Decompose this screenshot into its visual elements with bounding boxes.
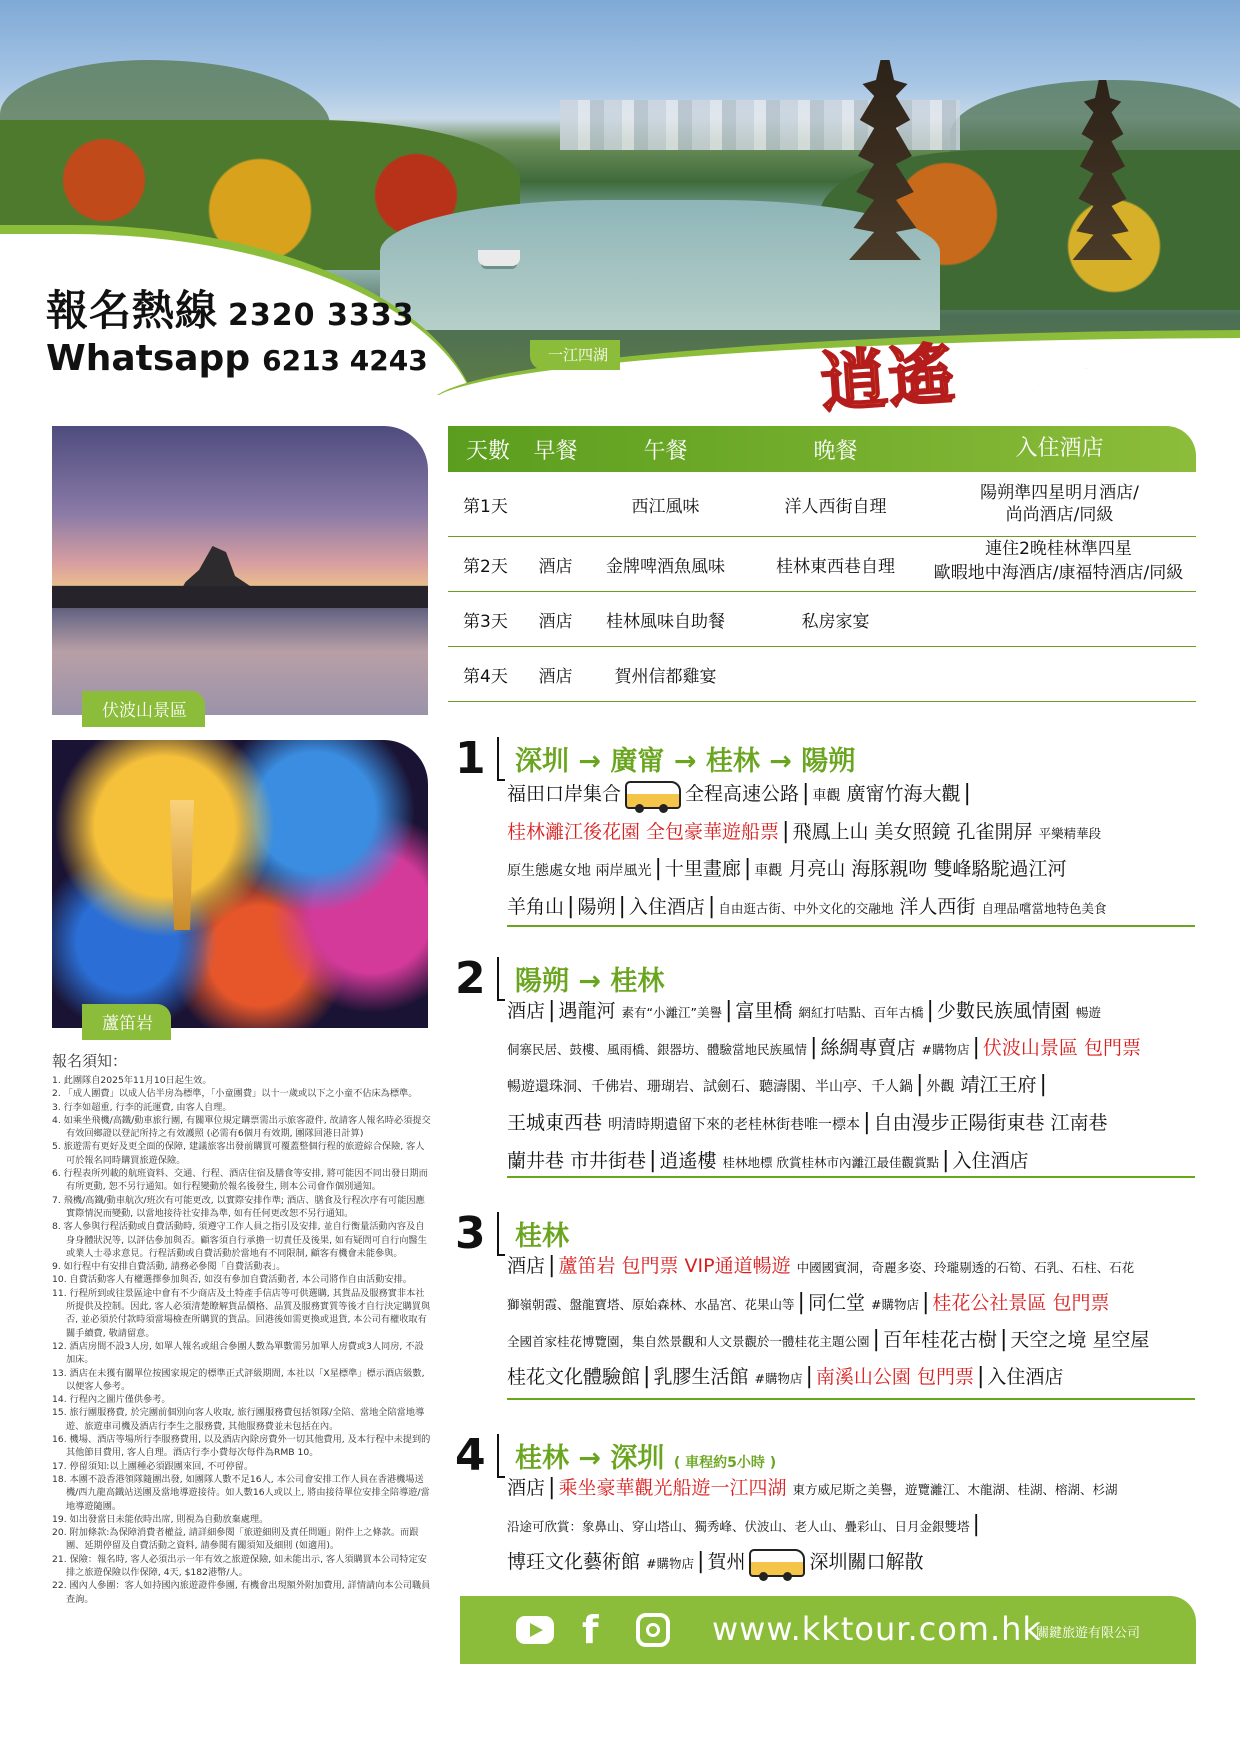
notes-list xyxy=(52,1074,432,1606)
day-1-itinerary: 福田口岸集合 全程高速公路 | 車觀 廣甯竹海大觀 | 桂林灕江後花園 全包豪華遊船票 | 飛鳳上山 美女照鏡 孔雀開屏 平樂精華段 原生態處女地 兩岸風光 | 十里畫廊 | 車觀 月亮山 海豚親吻 雙峰駱駝過江河 羊角山 | 陽朔 | 入住酒店 | 自由逛古街、中外文化的交融地 洋人西街 自理品嚐當地特色美食 xyxy=(507,781,1107,919)
day-3-itinerary: 酒店 | 蘆笛岩 包門票 VIP通道暢遊 中國國賓洞，奇麗多姿、玲瓏剔透的石筍、石乳、石柱、石花 獅嶺朝霞、盤龍寶塔、原始森林、水晶宮、花果山等 | 同仁堂 #購物店 | 桂花公社景區 包門票 全國首家桂花博覽園，集自然景觀和人文景觀於一體桂花主題公園 | 百年桂花古樹 | 天空之境 星空屋 桂花文化體驗館 | 乳膠生活館 #購物店 | 南溪山公園 包門票 | 入住酒店 xyxy=(507,1253,1150,1389)
day-1-heading: 1 深圳 → 廣甯 → 桂林 → 陽朔 xyxy=(455,733,856,784)
divider xyxy=(507,1398,1195,1400)
table-header: 天數 早餐 午餐 晚餐 入住酒店 xyxy=(448,426,1196,472)
hotline-phone[interactable]: 2320 3333 xyxy=(228,298,415,333)
boat xyxy=(478,250,520,266)
note-item: 4. 如乘坐飛機/高鐵/動車旅行團, 有關單位規定購票需出示旅客證件, 故請客人報名時必須提交有效回鄉證以登記所持之有效護照 (必需有6個月有效期, 團隊回港日計算) xyxy=(52,1114,431,1140)
note-item: 6. 行程表所列載的航班資料、交通、行程、酒店住宿及膳食等安排, 將可能因不同出發日期而有所更動, 恕不另行通知。如行程變動於報名後發生, 則本公司會作個別通知。 xyxy=(52,1168,428,1193)
day-3-heading: 3 桂林 xyxy=(455,1208,569,1259)
note-item: 18. 本團不設香港領隊隨團出發, 如團隊人數不足16人, 本公司會安排工作人員在香港機場送機/西九龍高鐵站送團及當地導遊接待。如人數16人或以上, 將由接待單位安排全陪導遊/當地導遊隨團。 xyxy=(52,1473,430,1512)
note-item: 21. 保險：報名時, 客人必須出示一年有效之旅遊保險, 如未能出示, 客人須購買本公司特定安排之旅遊保險以作保障, 4天, $182港幣/人。 xyxy=(52,1553,427,1578)
hotline xyxy=(46,278,414,338)
day-4-heading: 4 桂林 → 深圳 ( 車程約5小時 ) xyxy=(455,1430,777,1481)
whatsapp-number[interactable]: 6213 4243 xyxy=(262,344,428,377)
divider xyxy=(507,925,1195,927)
note-item: 1. 此團隊自2025年11月10日起生效。 xyxy=(52,1075,212,1086)
note-item: 8. 客人參與行程活動或自費活動時, 須遵守工作人員之指引及安排, 並自行衡量活動內容及自身身體狀況等, 以評估參加與否。顧客須自行承擔一切責任及後果, 如有疑問可自行向醫生或業人士尋求意見。行程活動或自費活動於當地有不同限制, 顧客有機會未能參與。 xyxy=(52,1221,427,1259)
table-row: 第1天 西江風味 洋人西街自理 陽朔準四星明月酒店/ 尚尚酒店/同級 xyxy=(448,472,1196,537)
note-item: 9. 如行程中有安排自費活動, 請務必參閱「自費活動表」。 xyxy=(52,1261,286,1273)
table-row: 第2天 酒店 金牌啤酒魚風味 桂林東西巷自理 xyxy=(448,537,1196,592)
instagram-icon[interactable] xyxy=(636,1613,670,1647)
photo-caption: 伏波山景區 xyxy=(82,691,205,727)
note-item: 19. 如出發當日未能依時出席, 則視為自動放棄處理。 xyxy=(52,1513,269,1525)
note-item: 7. 飛機/高鐵/動車航次/班次有可能更改, 以實際安排作準; 酒店、膳食及行程次序有可能因應實際情況而變動, 以當地接待社安排為準, 如有任何更改恕不另行通知。 xyxy=(52,1194,425,1219)
day-4-itinerary: 酒店 | 乘坐豪華觀光船遊一江四湖 東方威尼斯之美譽，遊覽灕江、木龍湖、桂湖、榕湖、杉湖 沿途可欣賞：象鼻山、穿山塔山、獨秀峰、伏波山、老人山、疊彩山、日月金銀雙塔 | 博玨文化藝術館 #購物店 | 賀州 深圳關口解散 xyxy=(507,1470,1207,1581)
divider xyxy=(507,1176,1195,1178)
note-item: 16. 機場、酒店等場所行李服務費用, 以及酒店內除房費外一切其他費用, 及本行程中未提到的其他節目費用, 客人自理。酒店行李小費每次每件為RMB 10。 xyxy=(52,1434,431,1459)
company-name: 關鍵旅遊有限公司 xyxy=(1036,1626,1141,1641)
brand-logo: 逍遙中國遊 xyxy=(818,335,1103,422)
note-item: 3. 行李如超重, 行李的託運費, 由客人自理。 xyxy=(52,1101,232,1113)
table-row: 第3天 酒店 桂林風味自助餐 私房家宴 xyxy=(448,592,1196,647)
note-item: 15. 旅行團服務費, 於完團前個別向客人收取, 旅行團服務費包括領隊/全陪、當地全陪當地導遊、旅遊車司機及酒店行李生之服務費, 其他服務費並未包括在內。 xyxy=(52,1407,425,1432)
hero-caption: 一江四湖 xyxy=(530,340,620,370)
day-2-heading: 2 陽朔 → 桂林 xyxy=(455,953,665,1004)
note-item: 22. 國內人參團：客人如持國內旅遊證件參團, 有機會出現額外附加費用, 詳情請向本公司職員查詢。 xyxy=(52,1580,431,1605)
note-item: 5. 旅遊需有更好及更全面的保障, 建議旅客出發前購買可覆蓋整個行程的旅遊綜合保險, 客人可於報名同時購買旅遊保險。 xyxy=(52,1141,425,1166)
notes-title: 報名須知： xyxy=(52,1052,128,1070)
note-item: 14. 行程內之圖片僅供參考。 xyxy=(52,1394,171,1406)
photo-caption: 蘆笛岩 xyxy=(82,1004,171,1040)
note-item: 20. 附加條款:為保障消費者權益, 請詳細參閱「旅遊細則及責任問題」附件上之條款。而跟團、延期停留及自費活動之資料, 請參閱有關須知及細則 (如適用)。 xyxy=(52,1527,419,1552)
fubo-hill-photo xyxy=(52,426,428,715)
whatsapp-line xyxy=(46,338,428,379)
merged-hotel-cell: 連住2晚桂林準四星 歐暇地中海酒店/康福特酒店/同級 xyxy=(921,537,1196,585)
website-link[interactable]: www.kktour.com.hk xyxy=(712,1610,1042,1648)
note-item: 13. 酒店在未獲有關單位按國家規定的標準正式評級期間, 本社以「X星標準」標示酒店級數, 以便客人參考。 xyxy=(52,1367,425,1392)
note-item: 17. 停留須知:以上團種必須跟團來回, 不可停留。 xyxy=(52,1460,254,1472)
note-item: 10. 自費活動客人有權選擇參加與否, 如沒有參加自費活動者, 本公司將作自由活動安排。 xyxy=(52,1274,412,1286)
note-item: 11. 行程所到或往景區途中會有不少商店及土特產手信店等可供選購, 其貨品及服務實非本社所提供及控制。因此, 客人必須清楚瞭解貨品價格、品質及服務實質等後才自行決定購買與否, 並必須於付款時須當場檢查所購買的貨品。回港後如需更換或退貨, 本公司有權收取有關手續費, 敬請留意。 xyxy=(52,1287,431,1339)
bus-icon xyxy=(749,1549,805,1577)
table-row: 第4天 酒店 賀州信都雞宴 xyxy=(448,647,1196,702)
reed-flute-cave-photo xyxy=(52,740,428,1028)
note-item: 2. 「成人團費」以成人佔半房為標準，「小童團費」以十一歲或以下之小童不佔床為標準。 xyxy=(52,1088,418,1100)
whatsapp-label: Whatsapp xyxy=(46,338,251,379)
bus-icon xyxy=(625,781,681,809)
facebook-icon[interactable]: f xyxy=(582,1608,599,1652)
note-item: 12. 酒店房間不設3人房, 如單人報名或組合參團人數為單數需另加單人房費或3人同房, 不設加床。 xyxy=(52,1340,424,1366)
youtube-icon[interactable] xyxy=(516,1616,554,1644)
day-2-itinerary: 酒店 | 遇龍河 素有“小灕江”美譽 | 富里橋 網紅打咭點、百年古橋 | 少數民族風情園 暢遊 侗寨民居、鼓樓、風雨橋、銀器坊、體驗當地民族風情 | 絲綢專賣店 #購物店 | 伏波山景區 包門票 暢遊還珠洞、千佛岩、珊瑚岩、試劍石、聽濤閣、半山亭、千人鍋 | 外觀 靖江王府 | 王城東西巷 明清時期遺留下來的老桂林街巷唯一標本 | 自由漫步正陽街東巷 江南巷 蘭井巷 市井街巷 | 逍遙樓 桂林地標 欣賞桂林市內灕江最佳觀賞點 | 入住酒店 xyxy=(507,998,1141,1173)
hotline-label: 報名熱線 xyxy=(46,286,219,335)
